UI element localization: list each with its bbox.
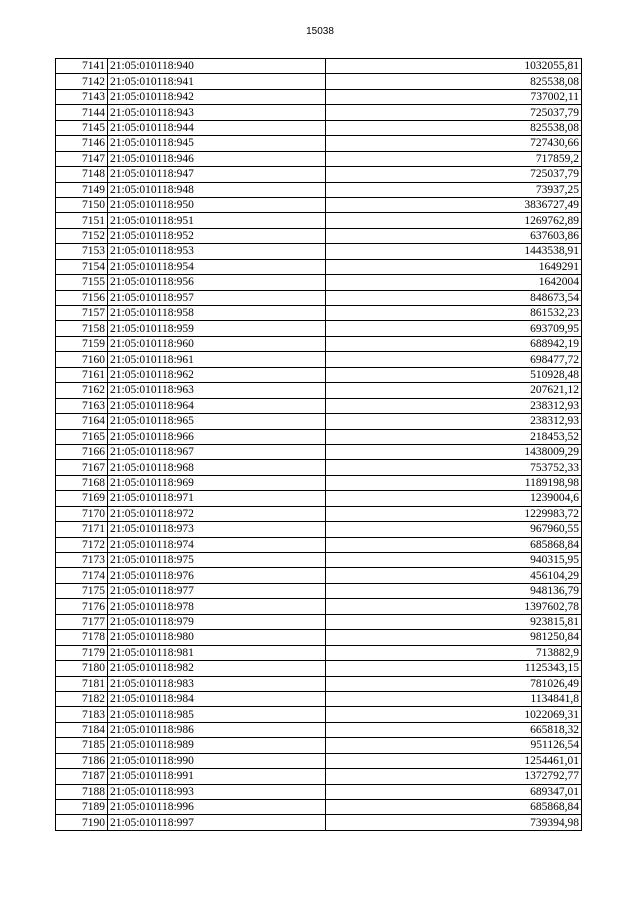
- value-cell: 713882,9: [326, 645, 582, 660]
- row-number-cell: 7163: [56, 398, 108, 413]
- table-row: [56, 722, 582, 737]
- value-cell: 948136,79: [326, 583, 582, 598]
- cadastral-number-cell: 21:05:010118:945: [108, 136, 326, 151]
- row-number-cell: 7169: [56, 491, 108, 506]
- cadastral-number-cell: 21:05:010118:953: [108, 244, 326, 259]
- row-number-cell: 7174: [56, 568, 108, 583]
- value-cell: 685868,84: [326, 537, 582, 552]
- cadastral-number-cell: 21:05:010118:950: [108, 197, 326, 212]
- table-row: [56, 568, 582, 583]
- table-row: [56, 707, 582, 722]
- cadastral-number-cell: 21:05:010118:981: [108, 645, 326, 660]
- row-number-cell: 7171: [56, 522, 108, 537]
- cadastral-number-cell: 21:05:010118:973: [108, 522, 326, 537]
- table-row: [56, 383, 582, 398]
- cadastral-number-cell: 21:05:010118:978: [108, 599, 326, 614]
- table-row: [56, 306, 582, 321]
- value-cell: 737002,11: [326, 89, 582, 104]
- cadastral-number-cell: 21:05:010118:989: [108, 738, 326, 753]
- value-cell: 1032055,81: [326, 59, 582, 74]
- row-number-cell: 7178: [56, 630, 108, 645]
- cadastral-number-cell: 21:05:010118:968: [108, 460, 326, 475]
- value-cell: 685868,84: [326, 800, 582, 815]
- table-row: [56, 89, 582, 104]
- table-row: [56, 630, 582, 645]
- value-cell: 725037,79: [326, 105, 582, 120]
- row-number-cell: 7157: [56, 306, 108, 321]
- row-number-cell: 7146: [56, 136, 108, 151]
- row-number-cell: 7186: [56, 753, 108, 768]
- value-cell: 3836727,49: [326, 197, 582, 212]
- table-row: [56, 614, 582, 629]
- table-row: [56, 738, 582, 753]
- value-cell: 923815,81: [326, 614, 582, 629]
- value-cell: 739394,98: [326, 815, 582, 830]
- cadastral-number-cell: 21:05:010118:940: [108, 59, 326, 74]
- row-number-cell: 7177: [56, 614, 108, 629]
- cadastral-number-cell: 21:05:010118:944: [108, 120, 326, 135]
- value-cell: 1642004: [326, 275, 582, 290]
- row-number-cell: 7152: [56, 228, 108, 243]
- cadastral-number-cell: 21:05:010118:959: [108, 321, 326, 336]
- table-row: [56, 769, 582, 784]
- row-number-cell: 7182: [56, 691, 108, 706]
- table-row: [56, 414, 582, 429]
- cadastral-number-cell: 21:05:010118:974: [108, 537, 326, 552]
- cadastral-number-cell: 21:05:010118:997: [108, 815, 326, 830]
- value-cell: 727430,66: [326, 136, 582, 151]
- table-row: [56, 691, 582, 706]
- row-number-cell: 7188: [56, 784, 108, 799]
- value-cell: 1443538,91: [326, 244, 582, 259]
- cadastral-number-cell: 21:05:010118:965: [108, 414, 326, 429]
- row-number-cell: 7143: [56, 89, 108, 104]
- table-row: [56, 120, 582, 135]
- value-cell: 73937,25: [326, 182, 582, 197]
- value-cell: 781026,49: [326, 676, 582, 691]
- table-row: [56, 444, 582, 459]
- value-cell: 825538,08: [326, 74, 582, 89]
- cadastral-number-cell: 21:05:010118:993: [108, 784, 326, 799]
- row-number-cell: 7166: [56, 444, 108, 459]
- row-number-cell: 7142: [56, 74, 108, 89]
- cadastral-number-cell: 21:05:010118:991: [108, 769, 326, 784]
- table-row: [56, 429, 582, 444]
- value-cell: 510928,48: [326, 367, 582, 382]
- cadastral-number-cell: 21:05:010118:941: [108, 74, 326, 89]
- cadastral-number-cell: 21:05:010118:986: [108, 722, 326, 737]
- row-number-cell: 7153: [56, 244, 108, 259]
- cadastral-number-cell: 21:05:010118:996: [108, 800, 326, 815]
- row-number-cell: 7144: [56, 105, 108, 120]
- value-cell: 1269762,89: [326, 213, 582, 228]
- table-row: [56, 74, 582, 89]
- cadastral-number-cell: 21:05:010118:943: [108, 105, 326, 120]
- value-cell: 1438009,29: [326, 444, 582, 459]
- cadastral-number-cell: 21:05:010118:954: [108, 259, 326, 274]
- value-cell: 688942,19: [326, 336, 582, 351]
- value-cell: 753752,33: [326, 460, 582, 475]
- table-row: [56, 553, 582, 568]
- row-number-cell: 7183: [56, 707, 108, 722]
- cadastral-number-cell: 21:05:010118:985: [108, 707, 326, 722]
- value-cell: 725037,79: [326, 167, 582, 182]
- cadastral-number-cell: 21:05:010118:960: [108, 336, 326, 351]
- row-number-cell: 7175: [56, 583, 108, 598]
- row-number-cell: 7187: [56, 769, 108, 784]
- cadastral-number-cell: 21:05:010118:972: [108, 506, 326, 521]
- row-number-cell: 7161: [56, 367, 108, 382]
- table-row: [56, 167, 582, 182]
- cadastral-number-cell: 21:05:010118:948: [108, 182, 326, 197]
- table-row: [56, 321, 582, 336]
- cadastral-number-cell: 21:05:010118:942: [108, 89, 326, 104]
- value-cell: 456104,29: [326, 568, 582, 583]
- value-cell: 1649291: [326, 259, 582, 274]
- value-cell: 665818,32: [326, 722, 582, 737]
- cadastral-number-cell: 21:05:010118:958: [108, 306, 326, 321]
- table-row: [56, 460, 582, 475]
- row-number-cell: 7181: [56, 676, 108, 691]
- table-row: [56, 599, 582, 614]
- value-cell: 238312,93: [326, 414, 582, 429]
- value-cell: 848673,54: [326, 290, 582, 305]
- row-number-cell: 7190: [56, 815, 108, 830]
- row-number-cell: 7156: [56, 290, 108, 305]
- table-row: [56, 352, 582, 367]
- table-row: [56, 645, 582, 660]
- cadastral-number-cell: 21:05:010118:952: [108, 228, 326, 243]
- table-row: [56, 228, 582, 243]
- cadastral-number-cell: 21:05:010118:961: [108, 352, 326, 367]
- value-cell: 207621,12: [326, 383, 582, 398]
- value-cell: 1229983,72: [326, 506, 582, 521]
- row-number-cell: 7180: [56, 661, 108, 676]
- row-number-cell: 7155: [56, 275, 108, 290]
- cadastral-number-cell: 21:05:010118:957: [108, 290, 326, 305]
- row-number-cell: 7162: [56, 383, 108, 398]
- table-row: [56, 398, 582, 413]
- cadastral-number-cell: 21:05:010118:980: [108, 630, 326, 645]
- value-cell: 238312,93: [326, 398, 582, 413]
- value-cell: 218453,52: [326, 429, 582, 444]
- table-row: [56, 275, 582, 290]
- value-cell: 637603,86: [326, 228, 582, 243]
- row-number-cell: 7151: [56, 213, 108, 228]
- cadastral-number-cell: 21:05:010118:963: [108, 383, 326, 398]
- value-cell: 1189198,98: [326, 475, 582, 490]
- value-cell: 717859,2: [326, 151, 582, 166]
- row-number-cell: 7145: [56, 120, 108, 135]
- cadastral-number-cell: 21:05:010118:962: [108, 367, 326, 382]
- table-row: [56, 151, 582, 166]
- row-number-cell: 7149: [56, 182, 108, 197]
- row-number-cell: 7160: [56, 352, 108, 367]
- table-row: [56, 815, 582, 830]
- table-row: [56, 136, 582, 151]
- table-row: [56, 676, 582, 691]
- table-row: [56, 105, 582, 120]
- row-number-cell: 7189: [56, 800, 108, 815]
- table-row: [56, 336, 582, 351]
- row-number-cell: 7165: [56, 429, 108, 444]
- value-cell: 693709,95: [326, 321, 582, 336]
- cadastral-number-cell: 21:05:010118:966: [108, 429, 326, 444]
- table-row: [56, 475, 582, 490]
- table-row: [56, 59, 582, 74]
- cadastral-number-cell: 21:05:010118:969: [108, 475, 326, 490]
- table-row: [56, 197, 582, 212]
- row-number-cell: 7173: [56, 553, 108, 568]
- row-number-cell: 7176: [56, 599, 108, 614]
- table-row: [56, 259, 582, 274]
- data-table: [55, 58, 582, 831]
- cadastral-number-cell: 21:05:010118:967: [108, 444, 326, 459]
- value-cell: 1239004,6: [326, 491, 582, 506]
- table-row: [56, 491, 582, 506]
- row-number-cell: 7172: [56, 537, 108, 552]
- row-number-cell: 7158: [56, 321, 108, 336]
- cadastral-number-cell: 21:05:010118:979: [108, 614, 326, 629]
- row-number-cell: 7179: [56, 645, 108, 660]
- cadastral-number-cell: 21:05:010118:951: [108, 213, 326, 228]
- value-cell: 940315,95: [326, 553, 582, 568]
- table-row: [56, 583, 582, 598]
- value-cell: 981250,84: [326, 630, 582, 645]
- value-cell: 1372792,77: [326, 769, 582, 784]
- table-row: [56, 800, 582, 815]
- cadastral-number-cell: 21:05:010118:983: [108, 676, 326, 691]
- table-row: [56, 537, 582, 552]
- table-row: [56, 213, 582, 228]
- cadastral-number-cell: 21:05:010118:976: [108, 568, 326, 583]
- row-number-cell: 7148: [56, 167, 108, 182]
- table-row: [56, 753, 582, 768]
- row-number-cell: 7164: [56, 414, 108, 429]
- value-cell: 1397602,78: [326, 599, 582, 614]
- table-row: [56, 784, 582, 799]
- cadastral-number-cell: 21:05:010118:947: [108, 167, 326, 182]
- row-number-cell: 7170: [56, 506, 108, 521]
- row-number-cell: 7154: [56, 259, 108, 274]
- table-row: [56, 367, 582, 382]
- cadastral-number-cell: 21:05:010118:975: [108, 553, 326, 568]
- value-cell: 967960,55: [326, 522, 582, 537]
- table-row: [56, 506, 582, 521]
- row-number-cell: 7159: [56, 336, 108, 351]
- row-number-cell: 7147: [56, 151, 108, 166]
- page-number: 15038: [306, 26, 334, 37]
- cadastral-number-cell: 21:05:010118:984: [108, 691, 326, 706]
- cadastral-number-cell: 21:05:010118:971: [108, 491, 326, 506]
- table-row: [56, 290, 582, 305]
- table-row: [56, 244, 582, 259]
- value-cell: 1134841,8: [326, 691, 582, 706]
- table-row: [56, 661, 582, 676]
- cadastral-number-cell: 21:05:010118:982: [108, 661, 326, 676]
- row-number-cell: 7167: [56, 460, 108, 475]
- row-number-cell: 7184: [56, 722, 108, 737]
- value-cell: 825538,08: [326, 120, 582, 135]
- value-cell: 698477,72: [326, 352, 582, 367]
- table-row: [56, 182, 582, 197]
- row-number-cell: 7185: [56, 738, 108, 753]
- value-cell: 1022069,31: [326, 707, 582, 722]
- table-body: [56, 59, 582, 831]
- value-cell: 689347,01: [326, 784, 582, 799]
- value-cell: 861532,23: [326, 306, 582, 321]
- cadastral-number-cell: 21:05:010118:946: [108, 151, 326, 166]
- cadastral-number-cell: 21:05:010118:964: [108, 398, 326, 413]
- row-number-cell: 7141: [56, 59, 108, 74]
- cadastral-number-cell: 21:05:010118:990: [108, 753, 326, 768]
- row-number-cell: 7150: [56, 197, 108, 212]
- value-cell: 1125343,15: [326, 661, 582, 676]
- row-number-cell: 7168: [56, 475, 108, 490]
- value-cell: 951126,54: [326, 738, 582, 753]
- cadastral-number-cell: 21:05:010118:977: [108, 583, 326, 598]
- cadastral-number-cell: 21:05:010118:956: [108, 275, 326, 290]
- table-row: [56, 522, 582, 537]
- value-cell: 1254461,01: [326, 753, 582, 768]
